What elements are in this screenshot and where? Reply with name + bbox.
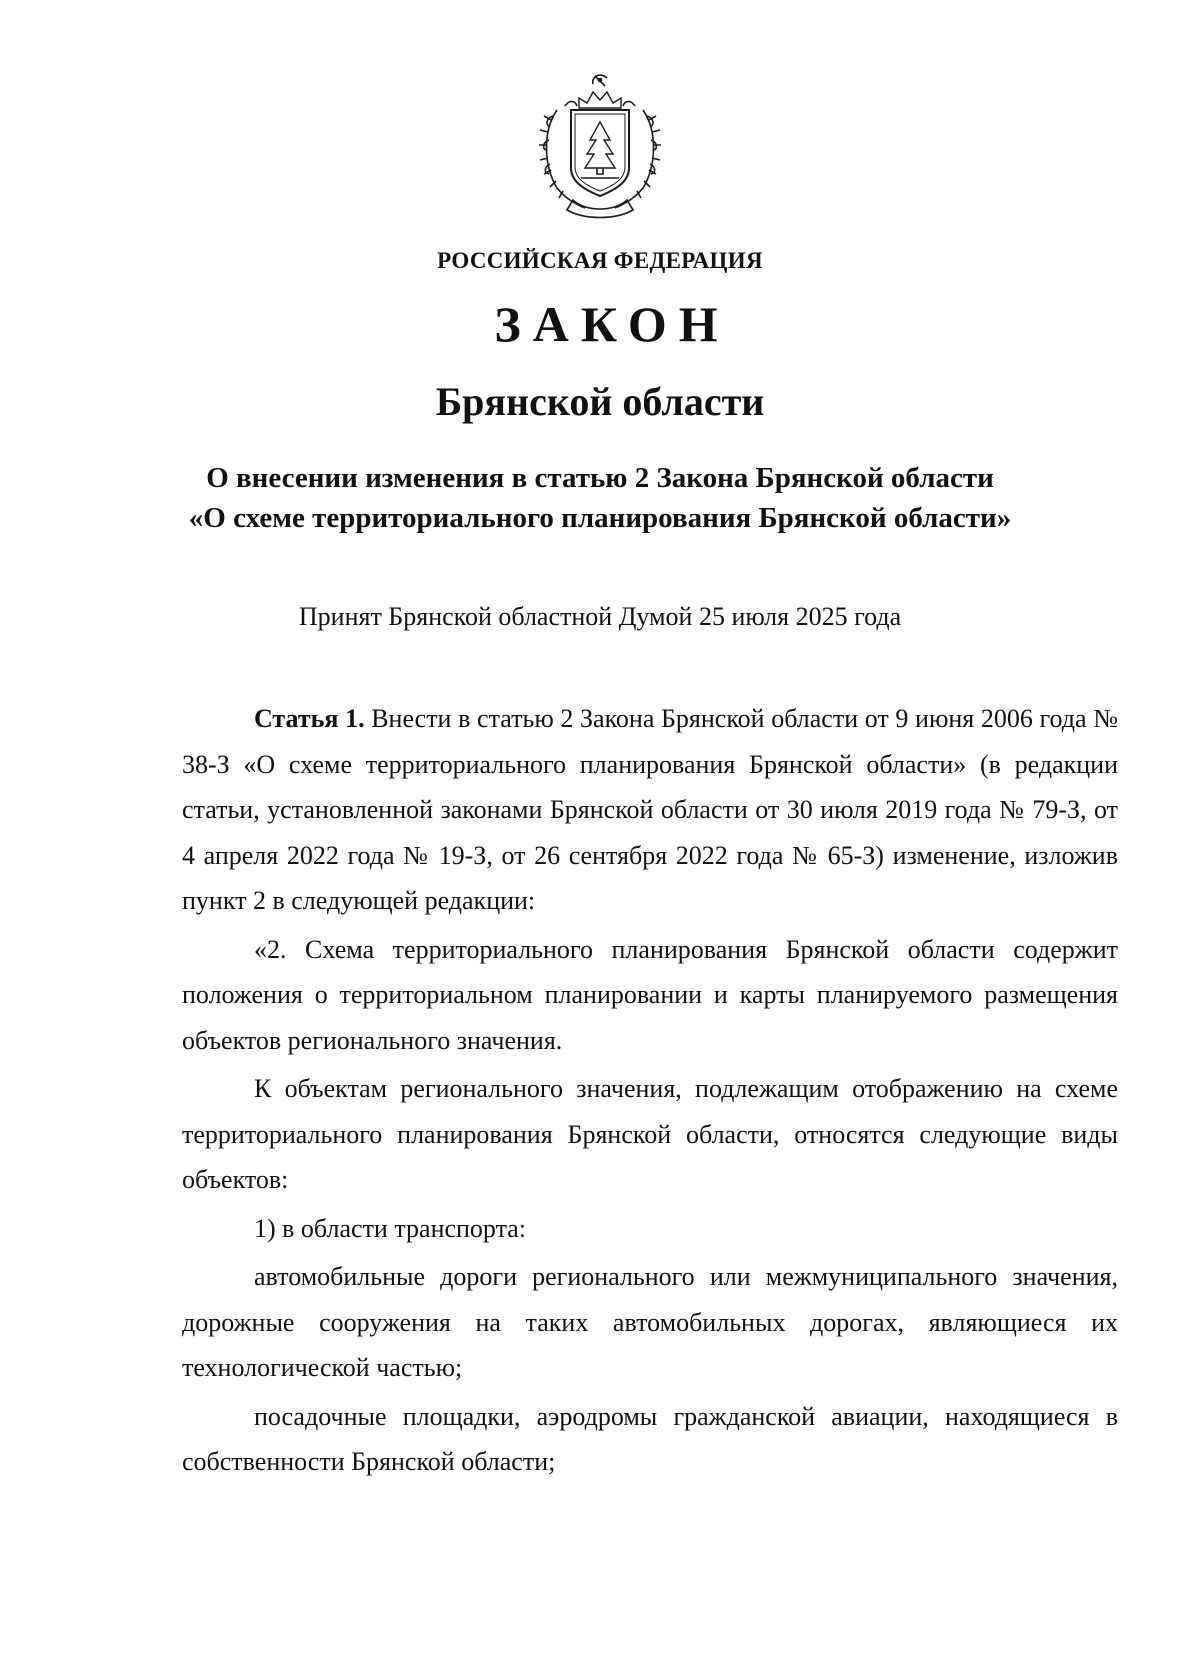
region-heading: Брянской области: [435, 379, 765, 424]
coat-of-arms-icon: [535, 70, 665, 220]
federation-heading: РОССИЙСКАЯ ФЕДЕРАЦИЯ: [437, 248, 763, 273]
paragraph: «2. Схема территориального планирования Брянской области содержит положения о территориальном планировании и карты планируемого размещения объектов регионального значения.: [182, 934, 1118, 1055]
article-1-intro: [182, 696, 1118, 924]
paragraph: К объектам регионального значения, подлежащим отображению на схеме территориального планирования Брянской области, относятся следующие виды объектов:: [182, 1074, 1118, 1194]
paragraph: посадочные площадки, аэродромы гражданской авиации, находящиеся в собственности Брянской области;: [182, 1401, 1118, 1476]
article-body: [182, 696, 1118, 1485]
paragraph: 1) в области транспорта:: [254, 1213, 527, 1243]
law-title-line-1: О внесении изменения в статью 2 Закона Брянской области: [206, 462, 994, 494]
law-title: [0, 458, 1200, 538]
article-intro-text: Внести в статью 2 Закона Брянской области от 9 июня 2006 года № 38-З «О схеме территориального планирования Брянской области» (в редакции статьи, установленной законами Брянской области от 30 июля 2019 года № 79-З, от 4 апреля 2022 года № 19-З, от 26 сентября 2022 года № 65-З) изменение, изложив пункт 2 в следующей редакции:: [182, 704, 1118, 915]
law-title-line-2: «О схеме территориального планирования Брянской области»: [188, 502, 1012, 534]
paragraph: автомобильные дороги регионального или межмуниципального значения, дорожные сооружения на таких автомобильных дорогах, являющиеся их технологической частью;: [182, 1262, 1118, 1382]
article-label: Статья 1.: [254, 704, 365, 733]
law-heading: ЗАКОН: [494, 296, 730, 352]
adoption-note: Принят Брянской областной Думой 25 июля 2025 года: [298, 602, 902, 631]
